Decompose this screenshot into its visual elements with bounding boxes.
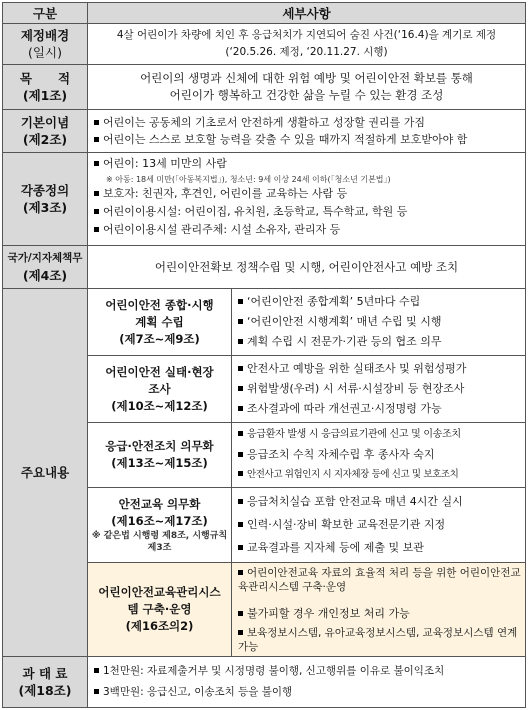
bullet-square-icon <box>94 191 99 196</box>
bullet-square-icon <box>238 522 243 527</box>
bullet-square-icon <box>238 366 243 371</box>
main-section-item: 인력·시설·장비 확보한 교육전문기관 지정 <box>238 517 521 532</box>
principle-label-cell <box>2 109 88 153</box>
fine-label-cell <box>2 656 88 708</box>
definitions-content <box>87 152 526 246</box>
main-section-sub: (제7조~제9조) <box>119 331 200 346</box>
main-section-item: 위험발생(우려) 시 서류·시설장비 등 현장조사 <box>238 381 521 396</box>
main-label-cell <box>2 288 88 657</box>
main-section-item: 불가피할 경우 개인정보 처리 가능 <box>238 606 521 621</box>
bullet-square-icon <box>238 339 243 344</box>
bullet-square-icon <box>238 299 243 304</box>
background-label-cell <box>2 23 88 65</box>
main-section-item: ‘어린이안전 종합계획’ 5년마다 수립 <box>238 294 521 309</box>
bullet-square-icon <box>94 227 99 232</box>
purpose-content <box>87 64 526 110</box>
bullet-square-icon <box>94 161 99 166</box>
definition-item: 보호자: 친권자, 후견인, 어린이를 교육하는 사람 등 <box>94 186 521 201</box>
definitions-label-cell <box>2 152 88 246</box>
main-section-item: 응급환자 발생 시 응급의료기관에 신고 및 이송조치 <box>238 427 521 442</box>
bullet-square-icon <box>94 137 99 142</box>
principle-item: 어린이는 스스로 보호할 능력을 갖출 수 있을 때까지 적절하게 보호받아야 함 <box>94 132 521 147</box>
main-section-sub: (제10조~제12조) <box>111 398 208 413</box>
fine-content <box>87 656 526 708</box>
purpose-line2: 어린이가 행복하고 건강한 삶을 누릴 수 있는 환경 조성 <box>169 88 444 102</box>
bullet-square-icon <box>238 471 243 476</box>
main-section-item: 어린이안전교육 자료의 효율적 처리 등을 위한 어린이안전교육관리시스템 구축·운영 <box>238 567 521 593</box>
background-line1: 4살 어린이가 차량에 치인 후 응급처치가 지연되어 숨진 사건(‘16.4)을 계기로 제정 <box>116 29 497 41</box>
background-sub: (일시) <box>28 45 62 60</box>
bullet-square-icon <box>94 668 99 673</box>
definitions-sub: (제3조) <box>22 200 68 215</box>
duty-text: 어린이안전확보 정책수립 및 시행, 어린이안전사고 예방 조치 <box>154 259 459 274</box>
main-section-item: 보육정보시스템, 유아교육정보시스템, 교육정보시스템 연계 가능 <box>238 627 518 653</box>
bullet-square-icon <box>238 431 243 436</box>
header-details-text: 세부사항 <box>282 5 331 21</box>
bullet-square-icon <box>238 630 243 635</box>
main-section-content <box>231 422 526 488</box>
main-section-title: 어린이안전 종합·시행 계획 수립 <box>105 297 214 329</box>
definition-item: 어린이: 13세 미만의 사람 <box>94 156 521 171</box>
bullet-square-icon <box>238 406 243 411</box>
fine-sub: (제18조) <box>18 683 72 698</box>
law-summary-table <box>2 2 526 708</box>
main-section-title-cell <box>87 562 232 657</box>
definition-item: 어린이이용시설: 어린이집, 유치원, 초등학교, 특수학교, 학원 등 <box>94 204 521 219</box>
header-category <box>2 2 88 24</box>
bullet-square-icon <box>238 545 243 550</box>
main-section-item: 계획 수립 시 전문가·기관 등의 협조 의무 <box>238 334 521 349</box>
definitions-label: 각종정의 <box>20 183 70 198</box>
main-section-sub: (제16조~제17조) <box>111 514 208 528</box>
purpose-sub: (제1조) <box>22 88 68 103</box>
main-section-content <box>231 355 526 423</box>
main-section-sub: (제13조~제15조) <box>111 456 208 470</box>
main-section-title-cell <box>87 422 232 488</box>
background-label: 제정배경 <box>20 28 70 43</box>
fine-label: 과 태 료 <box>22 666 68 681</box>
main-section-title-cell <box>87 355 232 423</box>
bullet-square-icon <box>238 386 243 391</box>
bullet-square-icon <box>238 499 243 504</box>
duty-label-cell <box>2 245 88 289</box>
header-category-text: 구분 <box>32 5 58 21</box>
main-section-content <box>231 288 526 356</box>
bullet-square-icon <box>238 611 243 616</box>
main-section-title: 응급·안전조치 의무화 <box>105 439 214 453</box>
main-section-note: ※ 같은법 시행령 제8조, 시행규칙 제3조 <box>91 531 228 553</box>
principle-content <box>87 109 526 153</box>
duty-sub: (제4조) <box>22 268 68 283</box>
purpose-label-cell <box>2 64 88 110</box>
main-label: 주요내용 <box>20 465 70 480</box>
bullet-square-icon <box>238 319 243 324</box>
main-section-item: 안전사고 예방을 위한 실태조사 및 위험성평가 <box>238 361 521 376</box>
background-content <box>87 23 526 65</box>
bullet-square-icon <box>94 689 99 694</box>
main-section-item: 응급조치 수칙 자체수립 후 종사자 숙지 <box>238 447 521 462</box>
bullet-square-icon <box>94 209 99 214</box>
bullet-square-icon <box>94 120 99 125</box>
duty-label: 국가/지자체책무 <box>7 252 83 264</box>
definition-note: ※ 아동: 18세 미만(「아동복지법」), 청소년: 9세 이상 24세 이하(「청소년 기본법」) <box>106 175 391 184</box>
main-section-title-cell <box>87 288 232 356</box>
fine-item: 3백만원: 응급신고, 이송조치 등을 불이행 <box>94 685 521 700</box>
principle-item: 어린이는 공동체의 기초로서 안전하게 생활하고 성장할 권리를 가짐 <box>94 115 521 130</box>
main-section-sub: (제16조의2) <box>125 619 194 633</box>
background-line2: (‘20.5.26. 제정, ‘20.11.27. 시행) <box>225 46 388 58</box>
main-section-title: 안전교육 의무화 <box>118 497 201 511</box>
main-section-content <box>231 487 526 563</box>
purpose-label: 목 적 <box>19 71 71 86</box>
fine-item: 1천만원: 자료제출거부 및 시정명령 불이행, 신고행위를 이유로 불이익조치 <box>94 664 521 679</box>
main-section-item: 교육결과를 지자체 등에 제출 및 보관 <box>238 540 521 555</box>
principle-label: 기본이념 <box>20 115 70 130</box>
purpose-line1: 어린이의 생명과 신체에 대한 위험 예방 및 어린이안전 확보를 통해 <box>140 71 473 85</box>
duty-content <box>87 245 526 289</box>
main-section-title: 어린이안전교육관리시스템 구축·운영 <box>98 585 221 616</box>
main-section-item: 조사결과에 따라 개선권고·시정명령 가능 <box>238 401 521 416</box>
bullet-square-icon <box>238 452 243 457</box>
main-section-title: 어린이안전 실태·현장 조사 <box>105 364 214 396</box>
bullet-square-icon <box>238 570 243 575</box>
definition-item: 어린이이용시설 관리주체: 시설 소유자, 관리자 등 <box>94 222 521 237</box>
main-section-content <box>231 562 526 657</box>
main-section-item: 응급처치실습 포함 안전교육 매년 4시간 실시 <box>238 494 521 509</box>
main-section-title-cell <box>87 487 232 563</box>
principle-sub: (제2조) <box>22 132 68 147</box>
main-section-item: 안전사고 위험인지 시 지자체장 등에 신고 및 보호조치 <box>238 467 521 482</box>
main-section-item: ‘어린이안전 시행계획’ 매년 수립 및 시행 <box>238 314 521 329</box>
header-details <box>87 2 526 24</box>
